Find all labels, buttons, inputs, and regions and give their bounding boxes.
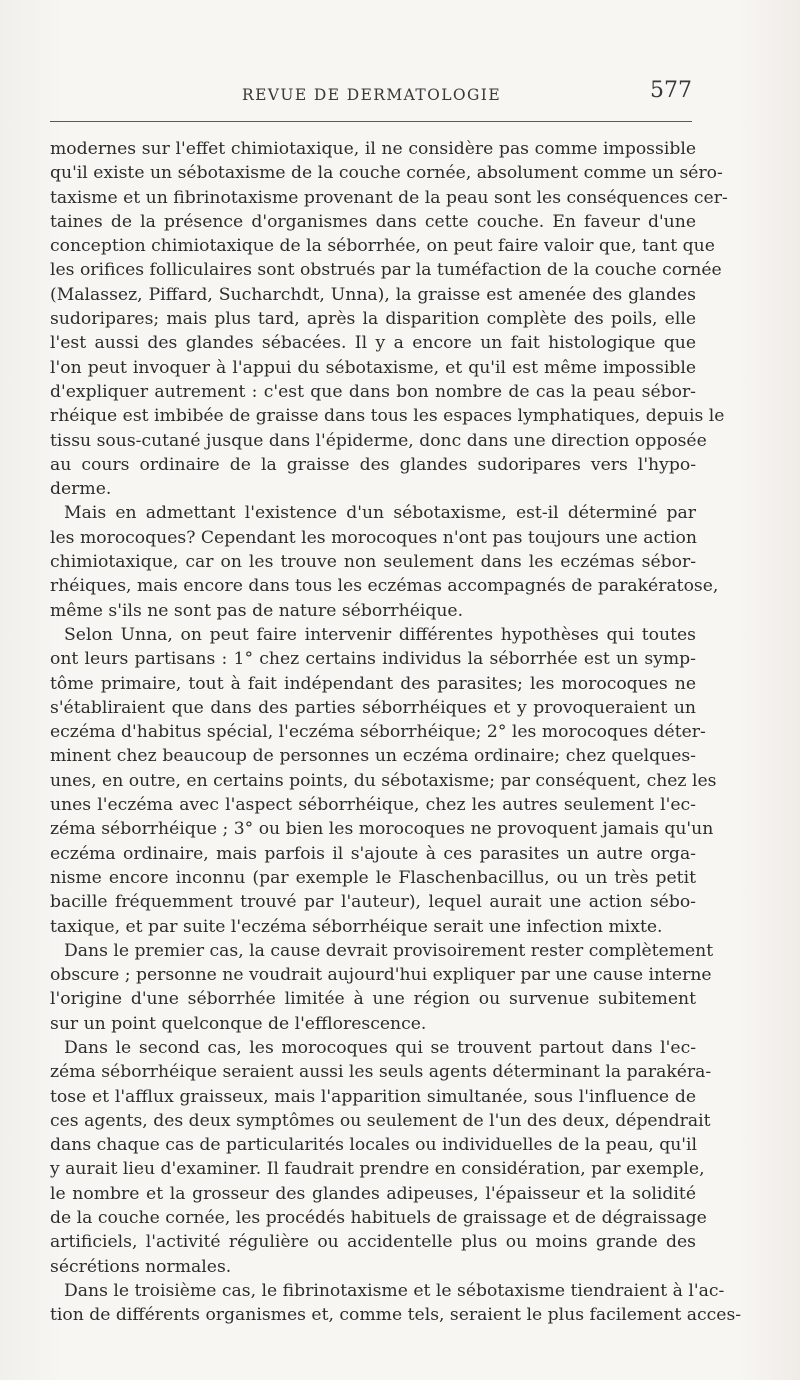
text-line: ces agents, des deux symptômes ou seulement de l'un des deux, dépendrait — [50, 1110, 711, 1131]
text-line: rhéiques, mais encore dans tous les eczémas accompagnés de parakératose, — [50, 576, 719, 597]
paragraph — [50, 1279, 742, 1328]
text-line: eczéma ordinaire, mais parfois il s'ajoute à ces parasites un autre orga- — [50, 843, 696, 864]
paragraph — [50, 1036, 712, 1279]
text-line: au cours ordinaire de la graisse des glandes sudoripares vers l'hypo- — [50, 454, 696, 475]
text-line: même s'ils ne sont pas de nature séborrhéique. — [50, 600, 464, 621]
text-line: de la couche cornée, les procédés habituels de graissage et de dégraissage — [50, 1208, 707, 1229]
text-line: tissu sous-cutané jusque dans l'épiderme, donc dans une direction opposée — [50, 430, 707, 451]
text-line: unes, en outre, en certains points, du sébotaxisme; par conséquent, chez les — [50, 770, 717, 791]
text-line: y aurait lieu d'examiner. Il faudrait prendre en considération, par exemple, — [50, 1159, 705, 1180]
text-line: sécrétions normales. — [50, 1256, 232, 1277]
text-line: tion de différents organismes et, comme tels, seraient le plus facilement acces- — [50, 1305, 742, 1326]
text-line: l'origine d'une séborrhée limitée à une région ou survenue subitement — [50, 989, 696, 1010]
text-line: modernes sur l'effet chimiotaxique, il ne considère pas comme impossible — [50, 139, 696, 159]
text-line: obscure ; personne ne voudrait aujourd'hui expliquer par une cause interne — [50, 965, 712, 986]
text-line: artificiels, l'activité régulière ou accidentelle plus ou moins grande des — [50, 1232, 696, 1253]
text-line: zéma séborrhéique ; 3° ou bien les morocoques ne provoquent jamais qu'un — [50, 819, 714, 840]
running-title: REVUE DE DERMATOLOGIE — [242, 86, 502, 104]
text-line: sudoripares; mais plus tard, après la disparition complète des poils, elle — [50, 309, 696, 330]
text-line: derme. — [50, 479, 112, 500]
text-line: sur un point quelconque de l'efflorescence. — [50, 1013, 427, 1034]
text-line: eczéma d'habitus spécial, l'eczéma séborrhéique; 2° les morocoques déter- — [50, 722, 706, 743]
paragraph — [50, 137, 728, 501]
text-line: nisme encore inconnu (par exemple le Flaschenbacillus, ou un très petit — [50, 867, 696, 888]
text-line: Mais en admettant l'existence d'un sébotaxisme, est-il déterminé par — [64, 503, 696, 524]
text-line: le nombre et la grosseur des glandes adipeuses, l'épaisseur et la solidité — [50, 1183, 696, 1204]
body-text — [50, 137, 742, 1328]
paragraph — [50, 939, 714, 1036]
text-line: d'expliquer autrement : c'est que dans bon nombre de cas la peau sébor- — [50, 381, 696, 402]
paragraph — [50, 501, 719, 622]
text-line: bacille fréquemment trouvé par l'auteur), lequel aurait une action sébo- — [50, 892, 696, 913]
text-line: rhéique est imbibée de graisse dans tous les espaces lymphatiques, depuis le — [50, 406, 725, 427]
running-header — [52, 78, 692, 108]
text-line: minent chez beaucoup de personnes un eczéma ordinaire; chez quelques- — [50, 746, 696, 767]
text-line: Dans le premier cas, la cause devrait provisoirement rester complètement — [64, 940, 714, 961]
text-line: dans chaque cas de particularités locales ou individuelles de la peau, qu'il — [50, 1135, 697, 1156]
text-line: zéma séborrhéique seraient aussi les seuls agents déterminant la parakéra- — [50, 1062, 712, 1083]
text-line: ont leurs partisans : 1° chez certains individus la séborrhée est un symp- — [50, 649, 696, 670]
text-line: l'est aussi des glandes sébacées. Il y a encore un fait histologique que — [50, 333, 696, 354]
text-line: taxisme et un fibrinotaxisme provenant de la peau sont les conséquences cer- — [50, 187, 728, 208]
text-line: s'établiraient que dans des parties séborrhéiques et y provoqueraient un — [50, 697, 696, 718]
text-line: Selon Unna, on peut faire intervenir différentes hypothèses qui toutes — [64, 624, 696, 645]
text-line: l'on peut invoquer à l'appui du sébotaxisme, et qu'il est même impossible — [50, 357, 696, 378]
text-line: tôme primaire, tout à fait indépendant des parasites; les morocoques ne — [50, 673, 696, 694]
text-line: les orifices folliculaires sont obstrués par la tuméfaction de la couche cornée — [50, 260, 722, 281]
text-line: taines de la présence d'organismes dans cette couche. En faveur d'une — [50, 211, 696, 232]
text-line: Dans le second cas, les morocoques qui se trouvent partout dans l'ec- — [64, 1037, 696, 1058]
text-line: taxique, et par suite l'eczéma séborrhéique serait une infection mixte. — [50, 916, 663, 937]
text-line: (Malassez, Piffard, Sucharchdt, Unna), la graisse est amenée des glandes — [50, 284, 696, 305]
text-line: Dans le troisième cas, le fibrinotaxisme et le sébotaxisme tiendraient à l'ac- — [64, 1280, 725, 1301]
text-line: tose et l'afflux graisseux, mais l'apparition simultanée, sous l'influence de — [50, 1086, 696, 1107]
text-line: chimiotaxique, car on les trouve non seulement dans les eczémas sébor- — [50, 552, 696, 573]
text-line: les morocoques? Cependant les morocoques n'ont pas toujours une action — [50, 527, 697, 548]
text-line: qu'il existe un sébotaxisme de la couche cornée, absolument comme un séro- — [50, 163, 723, 184]
page-number: 577 — [650, 78, 692, 103]
header-rule — [50, 121, 692, 122]
text-line: conception chimiotaxique de la séborrhée, on peut faire valoir que, tant que — [50, 236, 715, 257]
text-line: unes l'eczéma avec l'aspect séborrhéique, chez les autres seulement l'ec- — [50, 795, 696, 816]
paragraph — [50, 623, 717, 939]
